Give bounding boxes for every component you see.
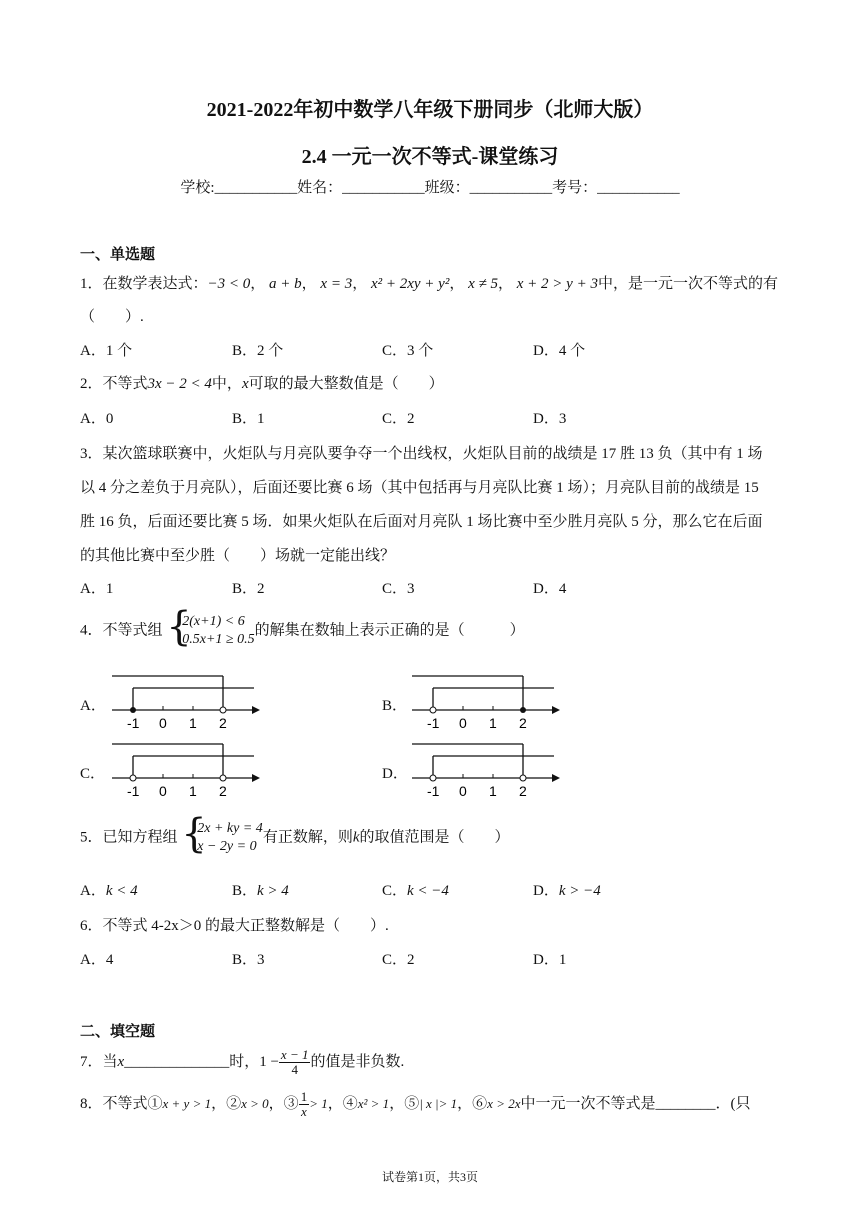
tick-label: -1 — [427, 715, 440, 730]
q6-option-a[interactable]: A．4 — [80, 952, 114, 968]
question-6: 6．不等式 4-2x＞0 的最大正整数解是（ ）. — [80, 918, 389, 934]
section-heading-single-choice: 一、单选题 — [80, 247, 156, 263]
q6-option-c[interactable]: C．2 — [382, 952, 415, 968]
q1-option-c[interactable]: C．3 个 — [382, 343, 434, 359]
tick-label: -1 — [427, 783, 440, 798]
expr-4: x² + 2xy + y² — [370, 276, 450, 292]
fraction-denominator: 4 — [291, 1062, 298, 1077]
q2-option-a[interactable]: A．0 — [80, 411, 114, 427]
tick-label: 0 — [459, 715, 467, 730]
tick-label: -1 — [127, 783, 140, 798]
q4-option-b[interactable]: B． — [382, 698, 408, 714]
question-1-prefix: 1．在数学表达式： — [80, 276, 208, 292]
student-info-line: 学校:___________姓名：___________班级：___________考号：___________ — [180, 180, 680, 196]
ineq-3: > 1 — [309, 1095, 328, 1111]
question-5-prefix: 5．已知方程组 — [80, 829, 178, 846]
document-subtitle: 2.4 一元一次不等式-课堂练习 — [301, 146, 559, 168]
question-1-line2: （ ）. — [80, 309, 144, 325]
question-5-middle: 有正数解，则 — [262, 829, 353, 846]
q1-option-d[interactable]: D．4 个 — [533, 343, 586, 359]
tick-label: 0 — [459, 783, 467, 798]
question-2-suffix: 可取的最大整数值是（ ） — [248, 376, 444, 392]
q6-option-b[interactable]: B．3 — [232, 952, 265, 968]
option-label: A． — [80, 883, 106, 899]
tick-label: -1 — [127, 715, 140, 730]
q5-option-c[interactable] — [382, 879, 449, 900]
page-footer: 试卷第1页，共3页 — [381, 1170, 478, 1184]
question-3-line1: 3．某次篮球联赛中，火炬队与月亮队要争夺一个出线权，火炬队目前的战绩是 17 胜 13 负（其中有 1 场 — [80, 446, 763, 462]
q4-option-c[interactable]: C． — [80, 766, 106, 782]
equation-2: x − 2y = 0 — [197, 839, 257, 854]
option-label: C． — [382, 883, 408, 899]
q2-option-d[interactable]: D．3 — [533, 411, 567, 427]
sep: ，⑤ — [389, 1095, 420, 1112]
question-8 — [80, 1090, 750, 1119]
equation-system — [181, 811, 263, 857]
number-line-a — [112, 674, 262, 730]
q3-option-a[interactable]: A．1 — [80, 581, 114, 597]
q2-option-b[interactable]: B．1 — [232, 411, 265, 427]
question-5-suffix: 的取值范围是（ ） — [359, 829, 510, 846]
inequality-system — [166, 604, 255, 650]
section-heading-fill-blank: 二、填空题 — [80, 1024, 156, 1040]
q1-option-b[interactable]: B．2 个 — [232, 343, 284, 359]
sep: ，④ — [327, 1095, 358, 1112]
q3-option-b[interactable]: B．2 — [232, 581, 265, 597]
question-1-suffix: 中，是一元一次不等式的有 — [597, 276, 778, 292]
q5-option-d[interactable] — [533, 879, 601, 900]
tick-label: 2 — [519, 783, 527, 798]
option-label: B． — [232, 883, 258, 899]
q6-option-d[interactable]: D．1 — [533, 952, 567, 968]
tick-label: 0 — [159, 715, 167, 730]
question-7 — [80, 1048, 404, 1077]
tick-label: 0 — [159, 783, 167, 798]
q1-option-a[interactable]: A．1 个 — [80, 343, 133, 359]
inequality-2: 0.5x+1 ≥ 0.5 — [182, 632, 255, 647]
ineq-1: x + y > 1 — [162, 1095, 212, 1111]
question-2-prefix: 2．不等式 — [80, 376, 148, 392]
question-3-line4: 的其他比赛中至少胜（ ）场就一定能出线？ — [80, 548, 396, 564]
fraction-denominator: x — [301, 1104, 307, 1119]
question-7-suffix: 的值是非负数. — [310, 1053, 405, 1070]
question-7-prefix: 7．当 — [80, 1053, 118, 1070]
tick-label: 2 — [519, 715, 527, 730]
option-expr: k > 4 — [257, 883, 289, 899]
sep: ，③ — [268, 1095, 299, 1112]
question-1: 1．在数学表达式：−3 < 0， a + b， x = 3， x² + 2xy + y²， x ≠ 5， x + 2 > y + 3中，是一元一次不等式的有 — [80, 276, 778, 292]
tick-label: 1 — [489, 715, 497, 730]
ineq-6: x > 2x — [487, 1095, 521, 1111]
inequality-1: 2(x+1) < 6 — [182, 614, 245, 629]
question-5 — [80, 811, 510, 857]
question-2 — [80, 372, 444, 393]
q5-option-a[interactable] — [80, 879, 138, 900]
answer-blank[interactable]: ______________ — [124, 1053, 230, 1070]
tick-label: 1 — [489, 783, 497, 798]
number-line-b — [412, 674, 562, 730]
document-title: 2021-2022年初中数学八年级下册同步（北师大版） — [206, 99, 654, 121]
expr-3: x = 3 — [320, 276, 353, 292]
fraction — [299, 1090, 310, 1119]
sep: ，② — [211, 1095, 242, 1112]
expr-2: a + b — [269, 276, 302, 292]
question-3-line2: 以 4 分之差负于月亮队），后面还要比赛 6 场（其中包括再与月亮队比赛 1 场）；月亮队目前的战绩是 15 — [80, 480, 759, 496]
q4-option-a[interactable]: A． — [80, 698, 106, 714]
number-line-d — [412, 742, 562, 798]
question-3-line3: 胜 16 负，后面还要比赛 5 场．如果火炬队在后面对月亮队 1 场比赛中至少胜月亮队 5 分，那么它在后面 — [80, 514, 763, 530]
question-8-suffix: 中一元一次不等式是________．(只 — [520, 1095, 751, 1112]
q4-option-d[interactable]: D． — [382, 766, 408, 782]
question-2-middle: 中， — [211, 376, 242, 392]
q5-option-b[interactable] — [232, 879, 289, 900]
number-line-c — [112, 742, 262, 798]
question-7-one: 1 − — [259, 1053, 279, 1070]
q3-option-c[interactable]: C．3 — [382, 581, 415, 597]
sep: ，⑥ — [457, 1095, 488, 1112]
brace-icon: { — [181, 811, 207, 857]
expr-6: x + 2 > y + 3 — [516, 276, 598, 292]
question-2-var: x — [241, 376, 249, 392]
expr-5: x ≠ 5 — [468, 276, 498, 292]
question-8-prefix: 8．不等式① — [80, 1095, 163, 1112]
tick-label: 1 — [189, 783, 197, 798]
expr-1: −3 < 0 — [207, 276, 251, 292]
q3-option-d[interactable]: D．4 — [533, 581, 567, 597]
question-4 — [80, 604, 525, 650]
option-expr: k < −4 — [407, 883, 449, 899]
tick-label: 2 — [219, 715, 227, 730]
ineq-2: x > 0 — [241, 1095, 269, 1111]
fraction-numerator: 1 — [300, 1089, 308, 1104]
question-5-var: k — [352, 829, 360, 846]
tick-label: 1 — [189, 715, 197, 730]
fraction-numerator: x − 1 — [280, 1047, 309, 1062]
ineq-5: | x |> 1 — [419, 1095, 458, 1111]
fraction — [279, 1048, 311, 1077]
option-label: D． — [533, 883, 559, 899]
option-expr: k < 4 — [105, 883, 138, 899]
equation-1: 2x + ky = 4 — [197, 821, 263, 836]
question-2-expr: 3x − 2 < 4 — [147, 376, 212, 392]
question-7-middle: 时， — [229, 1053, 260, 1070]
brace-icon: { — [166, 604, 192, 650]
q2-option-c[interactable]: C．2 — [382, 411, 415, 427]
question-4-prefix: 4．不等式组 — [80, 622, 163, 639]
tick-label: 2 — [219, 783, 227, 798]
question-4-suffix: 的解集在数轴上表示正确的是（ ） — [254, 622, 525, 639]
ineq-4: x² > 1 — [357, 1095, 390, 1111]
option-expr: k > −4 — [558, 883, 601, 899]
question-7-var: x — [117, 1053, 125, 1070]
